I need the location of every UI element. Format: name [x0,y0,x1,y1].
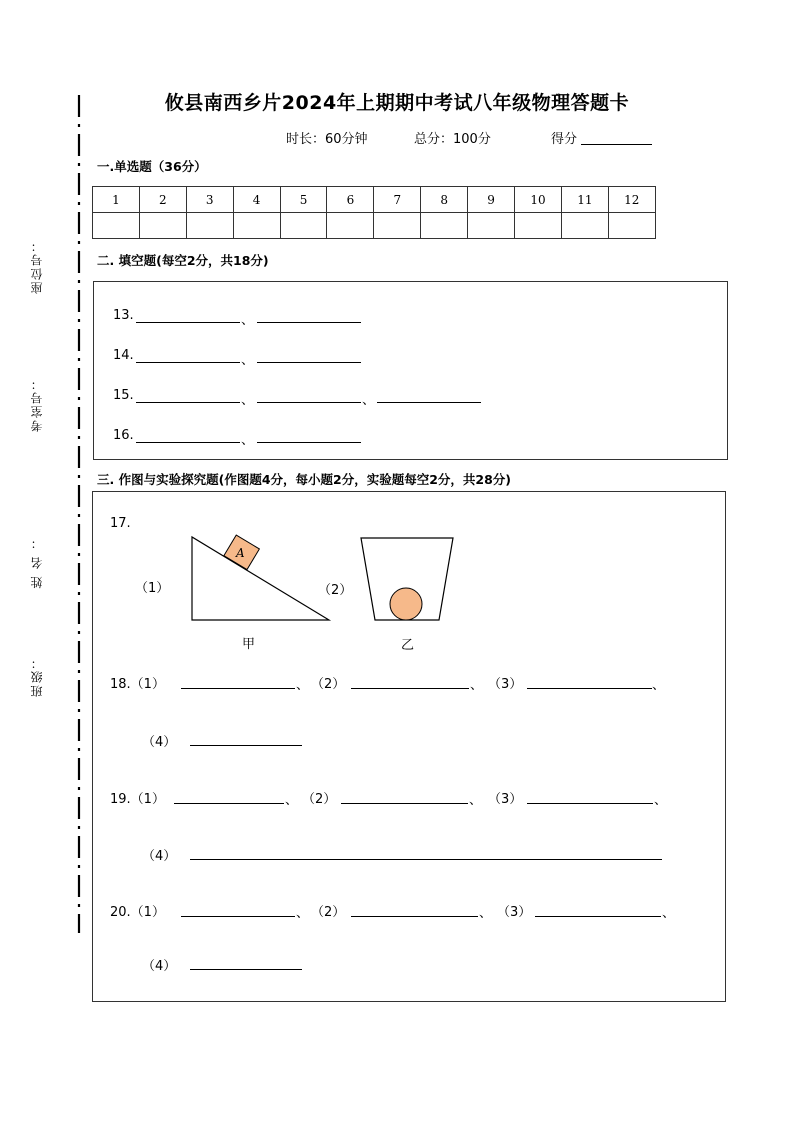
answer-cell[interactable] [327,213,374,239]
separator: 、 [241,433,255,448]
q18-blank-3[interactable] [527,687,652,689]
separator: 、 [654,793,668,808]
cup-figure[interactable] [355,532,460,624]
answer-cell[interactable] [468,213,515,239]
q18-blank-1[interactable] [181,687,295,689]
separator: 、 [241,353,255,368]
answer-grid [92,186,656,239]
separator: 、 [469,793,483,808]
score-field[interactable] [581,143,652,145]
separator: 、 [241,313,255,328]
q16-blank-2[interactable] [257,441,361,443]
name-label: 姓 名 ： [30,535,44,589]
figure-1-caption: 甲 [242,637,256,652]
q19-part-4-label: （4） [142,849,177,864]
answer-cell[interactable] [280,213,327,239]
answer-cell[interactable] [608,213,655,239]
q20-blank-4[interactable] [190,968,302,970]
answer-grid-number-row [93,187,656,213]
q20-blank-2[interactable] [351,915,478,917]
separator: 、 [296,678,310,693]
q19-blank-1[interactable] [174,802,284,804]
question-16-number: 16. [113,428,134,443]
question-13-number: 13. [113,308,134,323]
answer-grid-answer-row [93,213,656,239]
duration-info: 时长：60分钟 [286,132,368,147]
incline-figure[interactable] [185,530,335,625]
question-number-cell: 8 [421,187,468,213]
q15-blank-3[interactable] [377,401,481,403]
separator: 、 [296,906,310,921]
figure-2-caption: 乙 [401,638,415,653]
q14-blank-1[interactable] [136,361,240,363]
seat-number-label: 座位号： [30,238,44,294]
exam-room-label: 考室号： [30,376,44,432]
separator: 、 [362,393,376,408]
question-number-cell: 5 [280,187,327,213]
binding-line [77,95,81,933]
block-a-letter: A [236,546,245,560]
answer-cell[interactable] [374,213,421,239]
q18-part-2-label: （2） [311,677,346,692]
answer-cell[interactable] [515,213,562,239]
q19-part-3-label: （3） [488,792,523,807]
separator: 、 [479,906,493,921]
q18-blank-2[interactable] [351,687,469,689]
question-number-cell: 6 [327,187,374,213]
section3-heading: 三. 作图与实验探究题(作图题4分，每小题2分，实验题每空2分，共28分) [97,472,512,487]
separator: 、 [241,393,255,408]
q20-blank-3[interactable] [535,915,661,917]
question-19-part-1: 19.（1） [110,792,165,807]
fill-blank-box [93,281,728,460]
separator: 、 [285,793,299,808]
total-score-info: 总分：100分 [414,132,491,147]
separator: 、 [662,906,676,921]
q14-blank-2[interactable] [257,361,361,363]
section2-heading: 二. 填空题(每空2分，共18分) [97,253,269,268]
separator: 、 [652,678,666,693]
score-label: 得分 [551,132,578,147]
q18-part-4-label: （4） [142,735,177,750]
q20-part-4-label: （4） [142,959,177,974]
question-number-cell: 4 [233,187,280,213]
question-number-cell: 10 [515,187,562,213]
question-20-part-1: 20.（1） [110,905,165,920]
answer-cell[interactable] [139,213,186,239]
q15-blank-2[interactable] [257,401,361,403]
q13-blank-1[interactable] [136,321,240,323]
q15-blank-1[interactable] [136,401,240,403]
page-title: 攸县南西乡片2024年上期期中考试八年级物理答题卡 [164,92,630,114]
q19-part-2-label: （2） [302,792,337,807]
question-number-cell: 7 [374,187,421,213]
figure-1-label: （1） [135,581,170,596]
q19-blank-2[interactable] [341,802,468,804]
q18-part-3-label: （3） [488,677,523,692]
question-number-cell: 1 [93,187,140,213]
q20-part-2-label: （2） [311,905,346,920]
q16-blank-1[interactable] [136,441,240,443]
question-14-number: 14. [113,348,134,363]
question-18-part-1: 18.（1） [110,677,165,692]
question-17-number: 17. [110,516,131,531]
question-number-cell: 12 [608,187,655,213]
answer-cell[interactable] [421,213,468,239]
q19-blank-3[interactable] [527,802,653,804]
question-number-cell: 3 [186,187,233,213]
ball [390,588,422,620]
figure-2-label: （2） [318,583,353,598]
question-number-cell: 11 [561,187,608,213]
question-number-cell: 2 [139,187,186,213]
separator: 、 [470,678,484,693]
answer-cell[interactable] [93,213,140,239]
class-label: 班级： [30,655,44,697]
answer-cell[interactable] [233,213,280,239]
q20-blank-1[interactable] [181,915,295,917]
q19-blank-4[interactable] [190,858,662,860]
q18-blank-4[interactable] [190,744,302,746]
question-15-number: 15. [113,388,134,403]
q20-part-3-label: （3） [497,905,532,920]
question-number-cell: 9 [468,187,515,213]
answer-cell[interactable] [561,213,608,239]
q13-blank-2[interactable] [257,321,361,323]
answer-cell[interactable] [186,213,233,239]
section1-heading: 一.单选题（36分） [97,159,207,174]
